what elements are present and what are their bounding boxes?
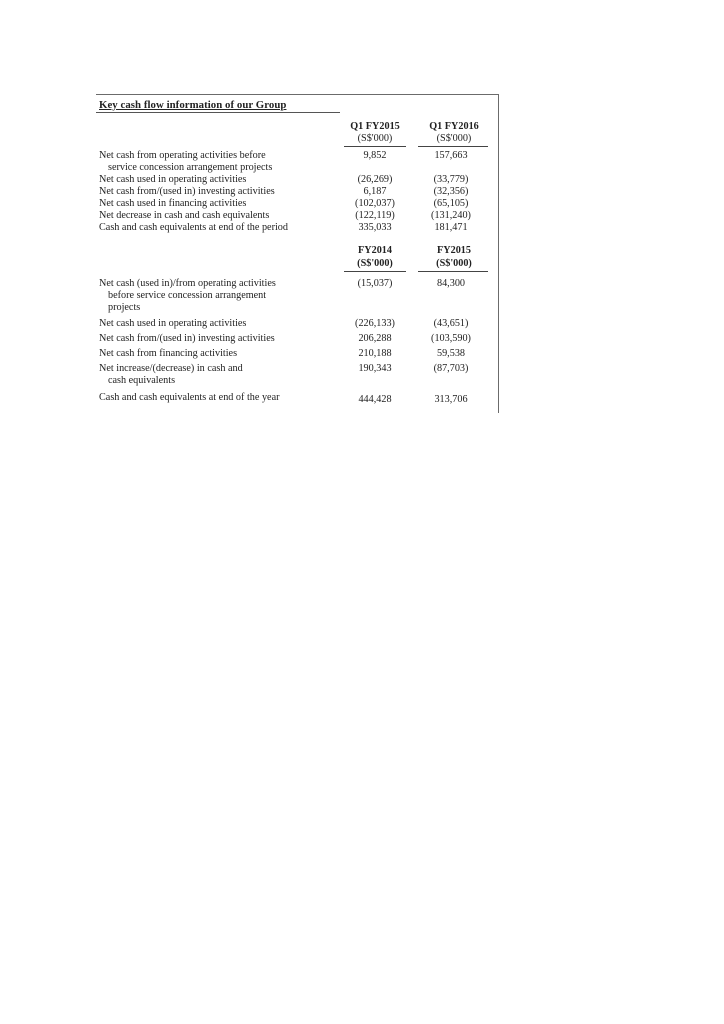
cell-value: (32,356) bbox=[433, 186, 469, 197]
cell-value: (43,651) bbox=[433, 318, 469, 329]
cell-value: 190,343 bbox=[358, 363, 392, 374]
cell-value: (26,269) bbox=[357, 174, 393, 185]
row-label: Cash and cash equivalents at end of the year bbox=[99, 392, 280, 403]
cell-value: (65,105) bbox=[433, 198, 469, 209]
row-label: Net cash used in financing activities bbox=[99, 198, 247, 209]
title-divider bbox=[96, 112, 340, 113]
cell-value: 59,538 bbox=[436, 348, 465, 359]
cash-flow-table bbox=[96, 94, 499, 413]
cell-value: (33,779) bbox=[433, 174, 469, 185]
cell-value: (15,037) bbox=[357, 278, 393, 289]
cell-value: (226,133) bbox=[355, 318, 395, 329]
column-header-q1-fy2015: Q1 FY2015 bbox=[350, 121, 400, 132]
column-header-fy2014: FY2014 bbox=[358, 245, 392, 256]
column-header-fy2015: FY2015 bbox=[437, 245, 471, 256]
row-label: Net cash from/(used in) investing activities bbox=[99, 333, 275, 344]
row-label: Net cash (used in)/from operating activities before service concession arrangement projects bbox=[99, 278, 276, 313]
cell-value: 157,663 bbox=[434, 150, 468, 161]
section-title: Key cash flow information of our Group bbox=[99, 99, 287, 111]
row-label: Net increase/(decrease) in cash and cash equivalents bbox=[99, 363, 243, 386]
cell-value: (103,590) bbox=[431, 333, 471, 344]
cell-value: 335,033 bbox=[358, 222, 392, 233]
column-unit-q1-fy2015: (S$'000) bbox=[357, 133, 393, 144]
header-rule bbox=[418, 146, 488, 147]
cell-value: 206,288 bbox=[358, 333, 392, 344]
cell-value: 84,300 bbox=[436, 278, 465, 289]
cell-value: (131,240) bbox=[431, 210, 471, 221]
cell-value: (122,119) bbox=[355, 210, 395, 221]
row-label: Net cash from financing activities bbox=[99, 348, 238, 359]
row-label: Net cash from operating activities before service concession arrangement projects bbox=[99, 150, 273, 173]
row-label: Net cash used in operating activities bbox=[99, 318, 247, 329]
cell-value: 444,428 bbox=[358, 394, 392, 405]
cell-value: (87,703) bbox=[433, 363, 469, 374]
column-header-q1-fy2016: Q1 FY2016 bbox=[429, 121, 479, 132]
row-label: Cash and cash equivalents at end of the period bbox=[99, 222, 288, 233]
column-unit-fy2014: (S$'000) bbox=[357, 258, 393, 269]
header-rule bbox=[418, 271, 488, 272]
column-unit-q1-fy2016: (S$'000) bbox=[436, 133, 472, 144]
row-label: Net cash used in operating activities bbox=[99, 174, 247, 185]
cell-value: 181,471 bbox=[434, 222, 468, 233]
column-unit-fy2015: (S$'000) bbox=[436, 258, 472, 269]
header-rule bbox=[344, 271, 406, 272]
cell-value: 9,852 bbox=[363, 150, 387, 161]
cell-value: 210,188 bbox=[358, 348, 392, 359]
row-label: Net cash from/(used in) investing activities bbox=[99, 186, 275, 197]
header-rule bbox=[344, 146, 406, 147]
cell-value: 6,187 bbox=[363, 186, 387, 197]
row-label: Net decrease in cash and cash equivalents bbox=[99, 210, 270, 221]
cell-value: (102,037) bbox=[355, 198, 395, 209]
cell-value: 313,706 bbox=[434, 394, 468, 405]
